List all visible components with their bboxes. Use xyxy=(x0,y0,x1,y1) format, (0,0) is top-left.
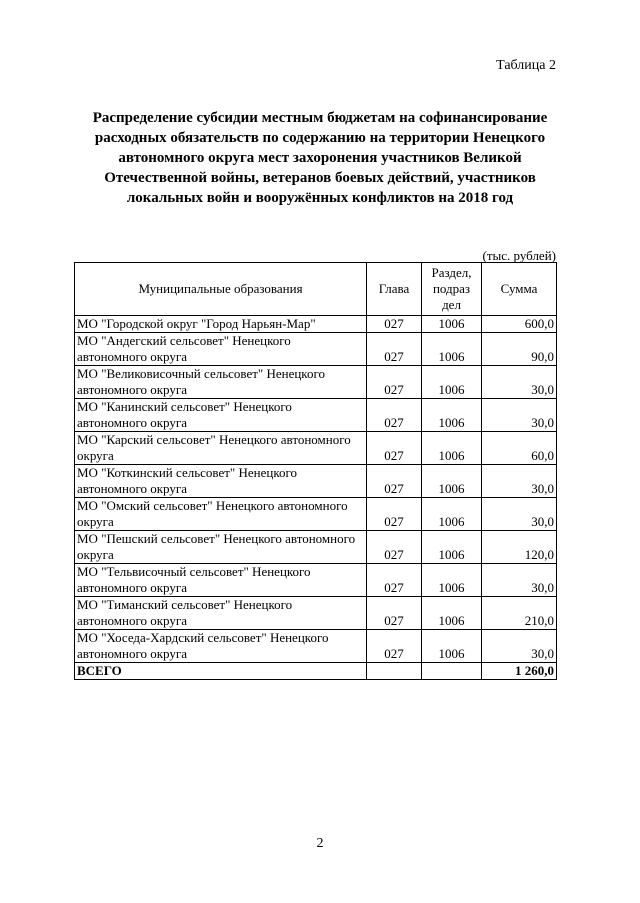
amount: 30,0 xyxy=(482,399,557,432)
section-code: 1006 xyxy=(422,333,482,366)
municipality-name: МО "Пешский сельсовет" Ненецкого автономного округа xyxy=(75,531,367,564)
header-municipalities: Муниципальные образования xyxy=(75,263,367,316)
amount: 120,0 xyxy=(482,531,557,564)
table-row xyxy=(75,597,557,630)
table-row xyxy=(75,630,557,663)
amount: 600,0 xyxy=(482,316,557,333)
chapter-code: 027 xyxy=(367,366,422,399)
total-section-empty xyxy=(422,663,482,680)
municipality-name: МО "Городской округ "Город Нарьян-Мар" xyxy=(75,316,367,333)
municipality-name: МО "Тельвисочный сельсовет" Ненецкого автономного округа xyxy=(75,564,367,597)
title-line: локальных войн и вооружённых конфликтов на 2018 год xyxy=(126,190,514,206)
chapter-code: 027 xyxy=(367,531,422,564)
municipality-name: МО "Великовисочный сельсовет" Ненецкого автономного округа xyxy=(75,366,367,399)
table-row xyxy=(75,316,557,333)
page-number: 2 xyxy=(316,836,324,851)
section-code: 1006 xyxy=(422,399,482,432)
total-row xyxy=(75,663,557,680)
municipality-name: МО "Тиманский сельсовет" Ненецкого автономного округа xyxy=(75,597,367,630)
amount: 30,0 xyxy=(482,366,557,399)
section-code: 1006 xyxy=(422,316,482,333)
section-code: 1006 xyxy=(422,630,482,663)
chapter-code: 027 xyxy=(367,316,422,333)
subsidy-table xyxy=(74,262,557,680)
amount: 90,0 xyxy=(482,333,557,366)
total-amount: 1 260,0 xyxy=(482,663,557,680)
table-row xyxy=(75,333,557,366)
table-row xyxy=(75,366,557,399)
table-row xyxy=(75,465,557,498)
table-row xyxy=(75,432,557,465)
section-code: 1006 xyxy=(422,366,482,399)
chapter-code: 027 xyxy=(367,399,422,432)
document-title xyxy=(60,108,580,208)
table-row xyxy=(75,531,557,564)
amount: 210,0 xyxy=(482,597,557,630)
section-code: 1006 xyxy=(422,465,482,498)
municipality-name: МО "Коткинский сельсовет" Ненецкого автономного округа xyxy=(75,465,367,498)
chapter-code: 027 xyxy=(367,630,422,663)
header-sum: Сумма xyxy=(482,263,557,316)
municipality-name: МО "Хоседа-Хардский сельсовет" Ненецкого автономного округа xyxy=(75,630,367,663)
title-line: автономного округа мест захоронения участников Великой xyxy=(118,150,522,166)
table-header-row xyxy=(75,263,557,316)
municipality-name: МО "Омский сельсовет" Ненецкого автономного округа xyxy=(75,498,367,531)
header-chapter: Глава xyxy=(367,263,422,316)
table-row xyxy=(75,498,557,531)
table-row xyxy=(75,564,557,597)
chapter-code: 027 xyxy=(367,432,422,465)
chapter-code: 027 xyxy=(367,333,422,366)
amount: 30,0 xyxy=(482,498,557,531)
header-section: Раздел, подраз дел xyxy=(422,263,482,316)
title-line: расходных обязательств по содержанию на территории Ненецкого xyxy=(94,130,546,146)
amount: 60,0 xyxy=(482,432,557,465)
section-code: 1006 xyxy=(422,597,482,630)
title-line: Распределение субсидии местным бюджетам на софинансирование xyxy=(92,110,548,126)
amount: 30,0 xyxy=(482,465,557,498)
section-code: 1006 xyxy=(422,531,482,564)
section-code: 1006 xyxy=(422,498,482,531)
chapter-code: 027 xyxy=(367,465,422,498)
section-code: 1006 xyxy=(422,564,482,597)
units-note: (тыс. рублей) xyxy=(482,248,556,263)
chapter-code: 027 xyxy=(367,597,422,630)
amount: 30,0 xyxy=(482,564,557,597)
chapter-code: 027 xyxy=(367,564,422,597)
chapter-code: 027 xyxy=(367,498,422,531)
amount: 30,0 xyxy=(482,630,557,663)
municipality-name: МО "Карский сельсовет" Ненецкого автономного округа xyxy=(75,432,367,465)
table-row xyxy=(75,399,557,432)
title-line: Отечественной войны, ветеранов боевых действий, участников xyxy=(104,170,536,186)
section-code: 1006 xyxy=(422,432,482,465)
total-chapter-empty xyxy=(367,663,422,680)
municipality-name: МО "Канинский сельсовет" Ненецкого автономного округа xyxy=(75,399,367,432)
municipality-name: МО "Андегский сельсовет" Ненецкого автономного округа xyxy=(75,333,367,366)
total-label: ВСЕГО xyxy=(75,663,367,680)
table-number-label: Таблица 2 xyxy=(496,58,556,73)
